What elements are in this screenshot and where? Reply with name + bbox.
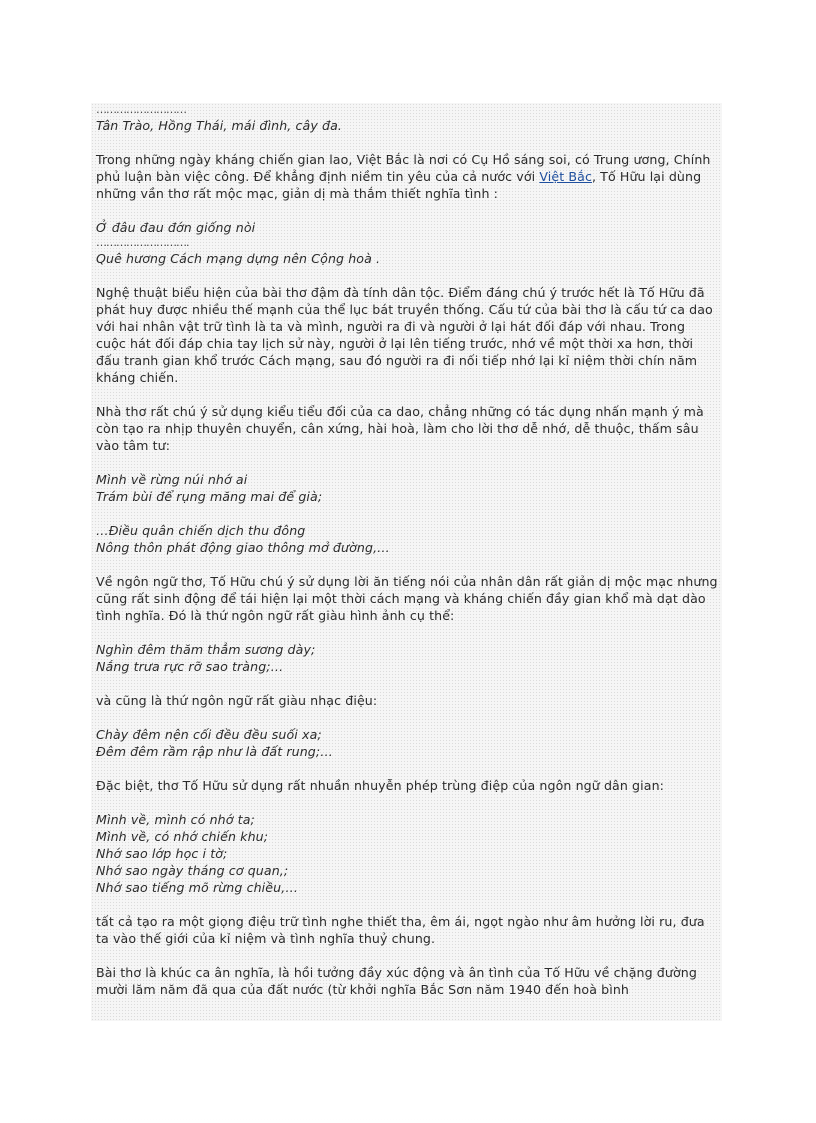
paragraph-1 xyxy=(96,151,718,202)
paragraph-5: và cũng là thứ ngôn ngữ rất giàu nhạc điệu: xyxy=(96,693,378,708)
document-page xyxy=(91,103,722,1021)
footer-divider xyxy=(20,1119,796,1120)
document-body xyxy=(96,103,718,998)
verse-line: Tân Trào, Hồng Thái, mái đình, cây đa. xyxy=(96,118,343,133)
paragraph-3: Nhà thơ rất chú ý sử dụng kiểu tiểu đối của ca dao, chẳng những có tác dụng nhấn mạnh ý mà còn tạo ra nhịp thuyên chuyển, cân xứng, hài hoà, làm cho lời thơ dễ nhớ, dễ thuộc, thấm sâu vào tâm tư: xyxy=(96,404,704,453)
verse-line: Nắng trưa rực rỡ sao tràng;… xyxy=(96,659,284,674)
verse-line: Đêm đêm rầm rập như là đất rung;… xyxy=(96,744,333,759)
verse-line: Nhớ sao tiếng mõ rừng chiều,… xyxy=(96,880,299,895)
paragraph-text: Trong những ngày kháng chiến gian lao, Việt Bắc là nơi có Cụ Hồ sáng soi, có Trung ương, Chính phủ luận bàn việc công. Để khẳng định niềm tin yêu của cả nước với xyxy=(96,152,711,184)
verse-line: Ở đâu đau đớn giống nòi xyxy=(96,220,256,235)
ellipsis-line: ……………………… xyxy=(96,103,186,116)
verse-line: Mình về, có nhớ chiến khu; xyxy=(96,829,269,844)
ellipsis-line: ………………………. xyxy=(96,236,189,249)
paragraph-8: Bài thơ là khúc ca ân nghĩa, là hồi tưởng đầy xúc động và ân tình của Tố Hữu về chặng đường mười lăm năm đã qua của đất nước (từ khởi nghĩa Bắc Sơn năm 1940 đến hoà bình xyxy=(96,965,697,997)
verse-line: Chày đêm nện cối đều đều suối xa; xyxy=(96,727,322,742)
verse-line: Mình về, mình có nhớ ta; xyxy=(96,812,255,827)
viet-bac-link[interactable]: Việt Bắc xyxy=(539,169,592,184)
verse-line: Quê hương Cách mạng dựng nên Cộng hoà . xyxy=(96,251,381,266)
paragraph-6: Đặc biệt, thơ Tố Hữu sử dụng rất nhuần nhuyễn phép trùng điệp của ngôn ngữ dân gian: xyxy=(96,778,664,793)
paragraph-text: , Tố Hữu lại dùng những vần thơ rất mộc mạc, giản dị mà thắm thiết nghĩa tình : xyxy=(96,169,702,201)
verse-line: Nghìn đêm thăm thẳm sương dày; xyxy=(96,642,316,657)
verse-line: Nông thôn phát động giao thông mở đường,… xyxy=(96,540,390,555)
paragraph-7: tất cả tạo ra một giọng điệu trữ tình nghe thiết tha, êm ái, ngọt ngào như âm hưởng lời ru, đưa ta vào thế giới của kỉ niệm và tình nghĩa thuỷ chung. xyxy=(96,914,705,946)
verse-line: …Điều quân chiến dịch thu đông xyxy=(96,523,306,538)
verse-line: Mình về rừng núi nhớ ai xyxy=(96,472,248,487)
paragraph-2: Nghệ thuật biểu hiện của bài thơ đậm đà tính dân tộc. Điểm đáng chú ý trước hết là Tố Hữu đã phát huy được nhiều thế mạnh của thể lục bát truyền thống. Cấu tứ của bài thơ là cấu tứ ca dao với hai nhân vật trữ tình là ta và mình, người ra đi và người ở lại hát đối đáp với nhau. Trong cuộc hát đối đáp chia tay lịch sử này, người ở lại lên tiếng trước, nhớ về một thời xa hơn, thời đấu tranh gian khổ trước Cách mạng, sau đó người ra đi nối tiếp nhớ lại kỉ niệm thời chín năm kháng chiến. xyxy=(96,285,713,385)
verse-line: Nhớ sao lớp học i tờ; xyxy=(96,846,228,861)
verse-line: Nhớ sao ngày tháng cơ quan,; xyxy=(96,863,289,878)
paragraph-4: Về ngôn ngữ thơ, Tố Hữu chú ý sử dụng lời ăn tiếng nói của nhân dân rất giản dị mộc mạc nhưng cũng rất sinh động để tái hiện lại một thời cách mạng và kháng chiến đầy gian khổ mà dạt dào tình nghĩa. Đó là thứ ngôn ngữ rất giàu hình ảnh cụ thể: xyxy=(96,574,718,623)
verse-line: Trám bùi để rụng măng mai để già; xyxy=(96,489,323,504)
